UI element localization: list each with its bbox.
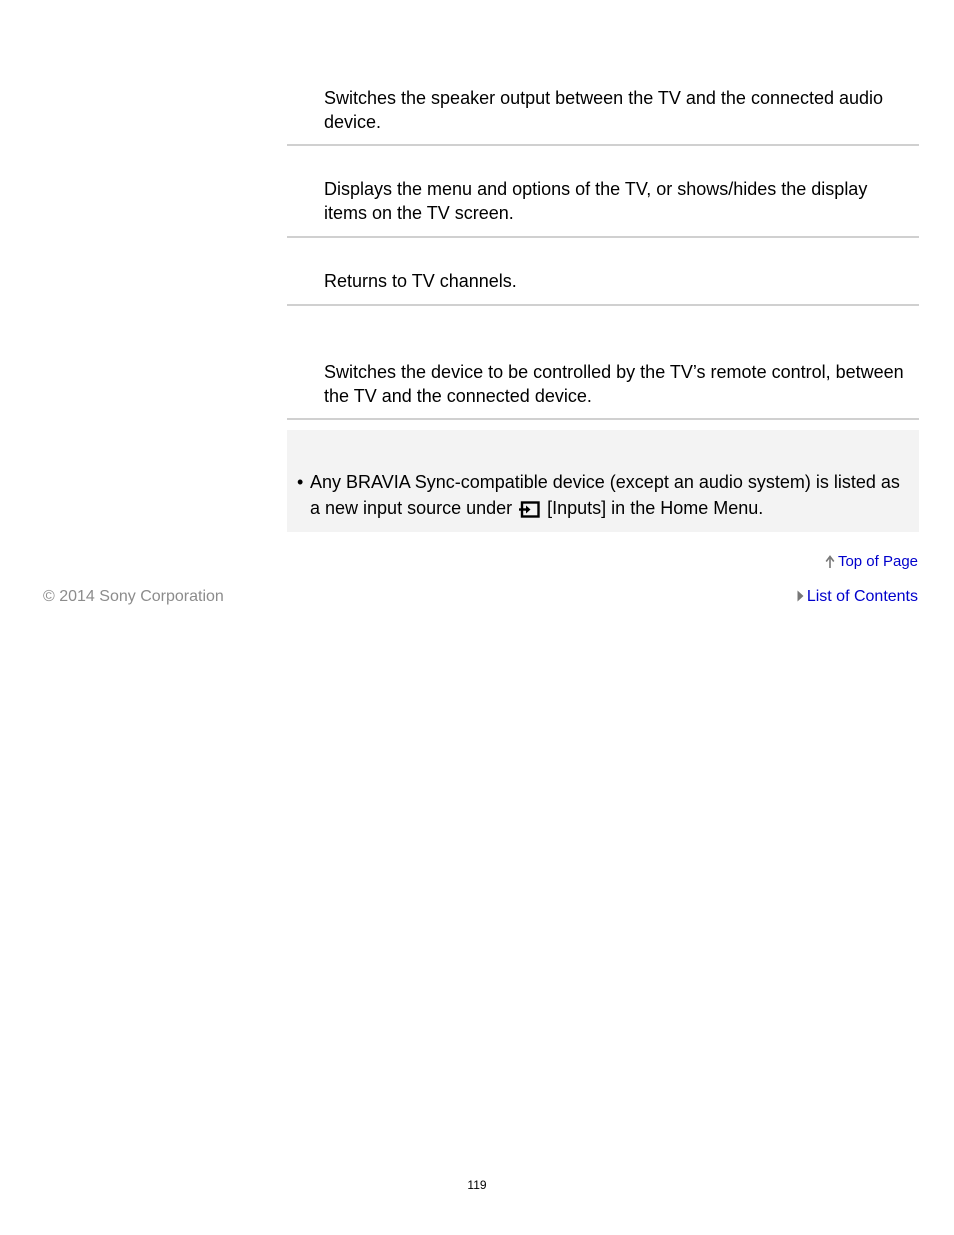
copyright-text: © 2014 Sony Corporation [43,588,224,605]
description-device-control: Switches the device to be controlled by the TV’s remote control, between the TV and the connected device. [324,362,904,406]
divider [287,304,919,306]
description-speakers: Switches the speaker output between the TV and the connected audio device. [324,88,884,132]
description-options: Displays the menu and options of the TV, or shows/hides the display items on the TV screen. [324,179,868,223]
note-text [310,469,910,525]
top-of-page-link[interactable] [825,552,918,575]
note-text-part2: [Inputs] in the Home Menu. [542,498,764,518]
inputs-icon [519,499,540,525]
triangle-right-icon [797,587,804,609]
page-number: 119 [467,1178,487,1192]
note-text-part1: Any BRAVIA Sync-compatible device (except an audio system) is listed as a new input source under [310,472,900,518]
top-of-page-label[interactable]: Top of Page [837,553,918,570]
bullet-icon: • [297,472,304,492]
divider [287,418,919,420]
list-of-contents-label[interactable]: List of Contents [806,588,918,605]
up-arrow-icon [825,555,835,575]
list-of-contents-link[interactable] [797,586,918,609]
divider [287,144,919,146]
divider [287,236,919,238]
description-tv-channels: Returns to TV channels. [324,271,517,291]
